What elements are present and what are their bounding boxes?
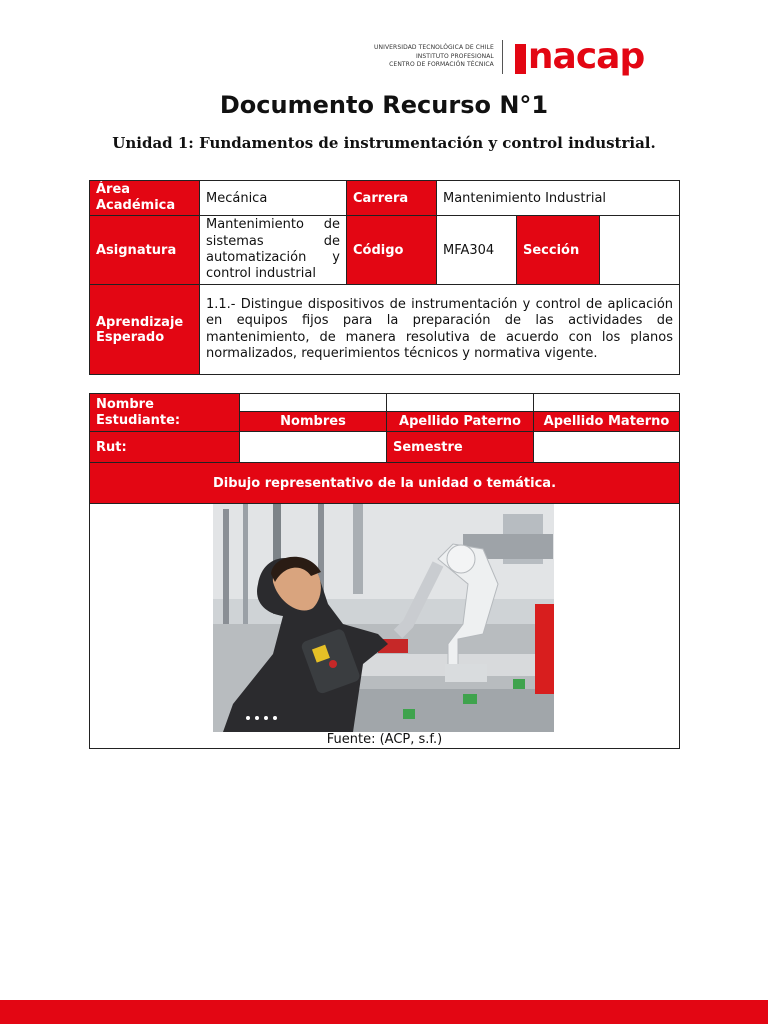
- apellido-materno-input[interactable]: [534, 394, 680, 412]
- course-info-table: [89, 180, 680, 375]
- aprendizaje-value: 1.1.- Distingue dispositivos de instrumentación y control de aplicación en equipos fijos para la preparación de las actividades de mantenimiento, de manera resolutiva de acuerdo con los planos normalizados, requerimientos técnicos y normativa vigente.: [200, 285, 680, 375]
- drawing-cell: [90, 504, 680, 749]
- seccion-value[interactable]: [600, 216, 680, 285]
- rut-label: Rut:: [90, 432, 240, 463]
- apellido-paterno-label: Apellido Paterno: [387, 412, 534, 432]
- area-label: Área Académica: [90, 181, 200, 216]
- semestre-label: Semestre: [387, 432, 534, 463]
- aprendizaje-label: Aprendizaje Esperado: [90, 285, 200, 375]
- area-value: Mecánica: [200, 181, 347, 216]
- logo-institution-text: [374, 44, 494, 70]
- document-title: Documento Recurso N°1: [219, 91, 549, 119]
- logo-divider: [502, 40, 503, 74]
- seccion-label: Sección: [517, 216, 600, 285]
- logo-wordmark: nacap: [527, 36, 645, 77]
- nombres-input[interactable]: [240, 394, 387, 412]
- footer-red-bar: [0, 1000, 768, 1024]
- semestre-input[interactable]: [534, 432, 680, 463]
- asignatura-label: Asignatura: [90, 216, 200, 285]
- image-caption: Fuente: (ACP, s.f.): [326, 732, 443, 747]
- inacap-logo: [374, 36, 644, 78]
- document-subtitle: Unidad 1: Fundamentos de instrumentación y control industrial.: [112, 134, 656, 152]
- codigo-value: MFA304: [437, 216, 517, 285]
- student-table: [89, 393, 680, 749]
- logo-line-1: UNIVERSIDAD TECNOLÓGICA DE CHILE: [374, 44, 494, 52]
- carrera-value: Mantenimiento Industrial: [437, 181, 680, 216]
- rut-input[interactable]: [240, 432, 387, 463]
- nombre-estudiante-label: Nombre Estudiante:: [90, 394, 240, 432]
- logo-line-2: INSTITUTO PROFESIONAL: [415, 52, 494, 60]
- nombres-label: Nombres: [240, 412, 387, 432]
- logo-line-3: CENTRO DE FORMACIÓN TÉCNICA: [389, 61, 494, 69]
- carrera-label: Carrera: [347, 181, 437, 216]
- apellido-materno-label: Apellido Materno: [534, 412, 680, 432]
- apellido-paterno-input[interactable]: [387, 394, 534, 412]
- codigo-label: Código: [347, 216, 437, 285]
- robot-arm-photo: [213, 504, 554, 732]
- drawing-heading: Dibujo representativo de la unidad o temática.: [90, 463, 680, 504]
- logo-mark-icon: [515, 44, 526, 74]
- logo-brand: [515, 36, 645, 77]
- asignatura-value: Mantenimiento de sistemas de automatización y control industrial: [200, 216, 347, 285]
